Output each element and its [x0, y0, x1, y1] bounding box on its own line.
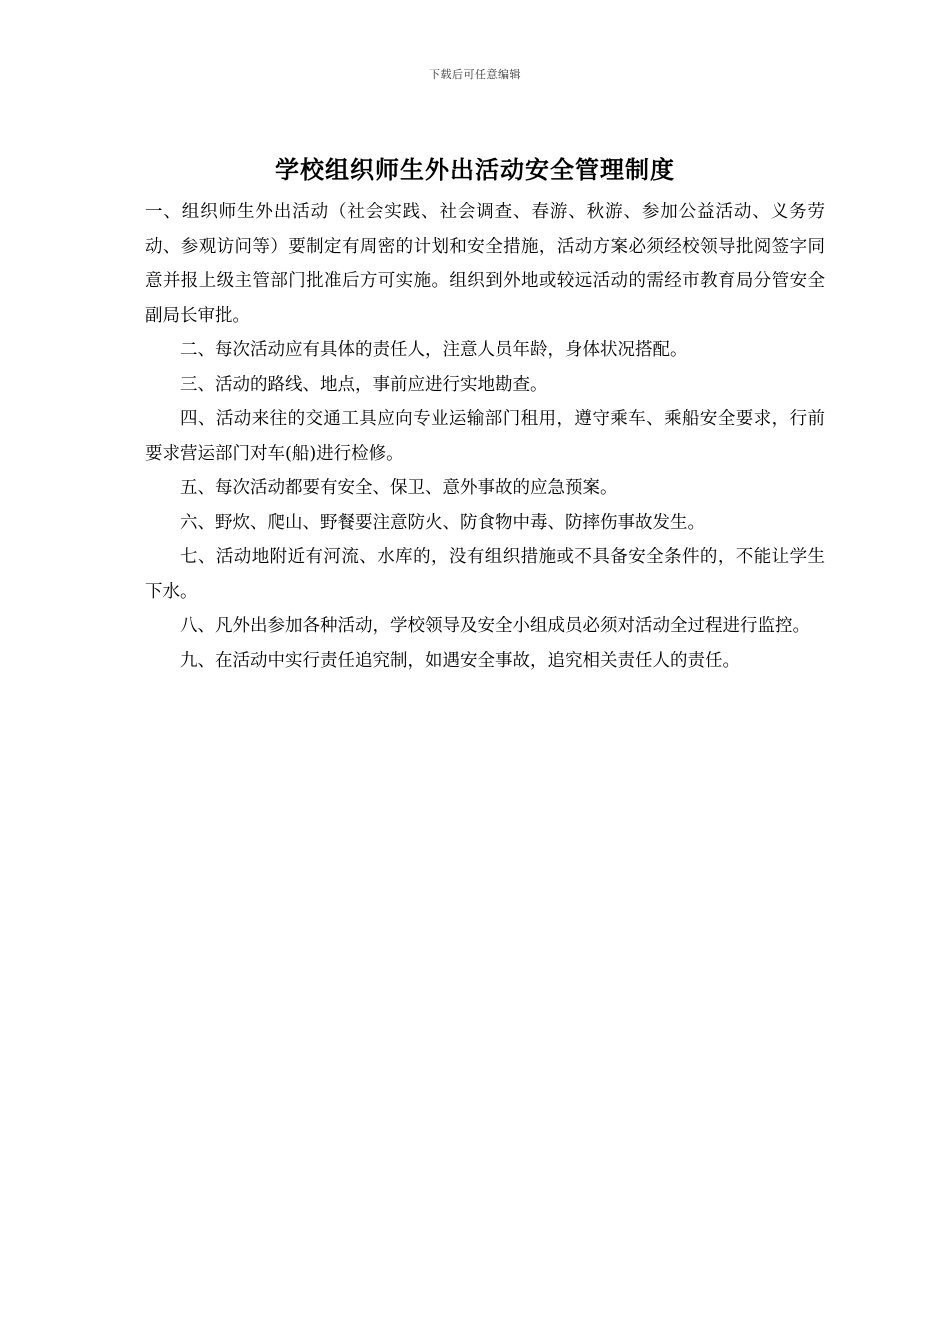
header-note: 下载后可任意编辑	[429, 68, 521, 81]
document-body	[145, 195, 825, 678]
document-title: 学校组织师生外出活动安全管理制度	[275, 156, 675, 184]
paragraph-9: 九、在活动中实行责任追究制，如遇安全事故，追究相关责任人的责任。	[180, 650, 740, 671]
paragraph-6: 六、野炊、爬山、野餐要注意防火、防食物中毒、防摔伤事故发生。	[180, 512, 705, 533]
paragraph-4: 四、活动来往的交通工具应向专业运输部门租用，遵守乘车、乘船安全要求，行前要求营运部门对车(船)进行检修。	[145, 409, 825, 464]
paragraph-8: 八、凡外出参加各种活动，学校领导及安全小组成员必须对活动全过程进行监控。	[180, 616, 810, 636]
paragraph-3: 三、活动的路线、地点，事前应进行实地勘查。	[180, 374, 548, 395]
paragraph-7: 七、活动地附近有河流、水库的，没有组织措施或不具备安全条件的，不能让学生下水。	[145, 547, 825, 602]
paragraph-2: 二、每次活动应有具体的责任人，注意人员年龄，身体状况搭配。	[180, 340, 688, 360]
paragraph-5: 五、每次活动都要有安全、保卫、意外事故的应急预案。	[180, 478, 618, 498]
paragraph-1: 一、组织师生外出活动（社会实践、社会调查、春游、秋游、参加公益活动、义务劳动、参观访问等）要制定有周密的计划和安全措施，活动方案必须经校领导批阅签字同意并报上级主管部门批准后方可实施。组织到外地或较远活动的需经市教育局分管安全副局长审批。	[145, 202, 825, 326]
